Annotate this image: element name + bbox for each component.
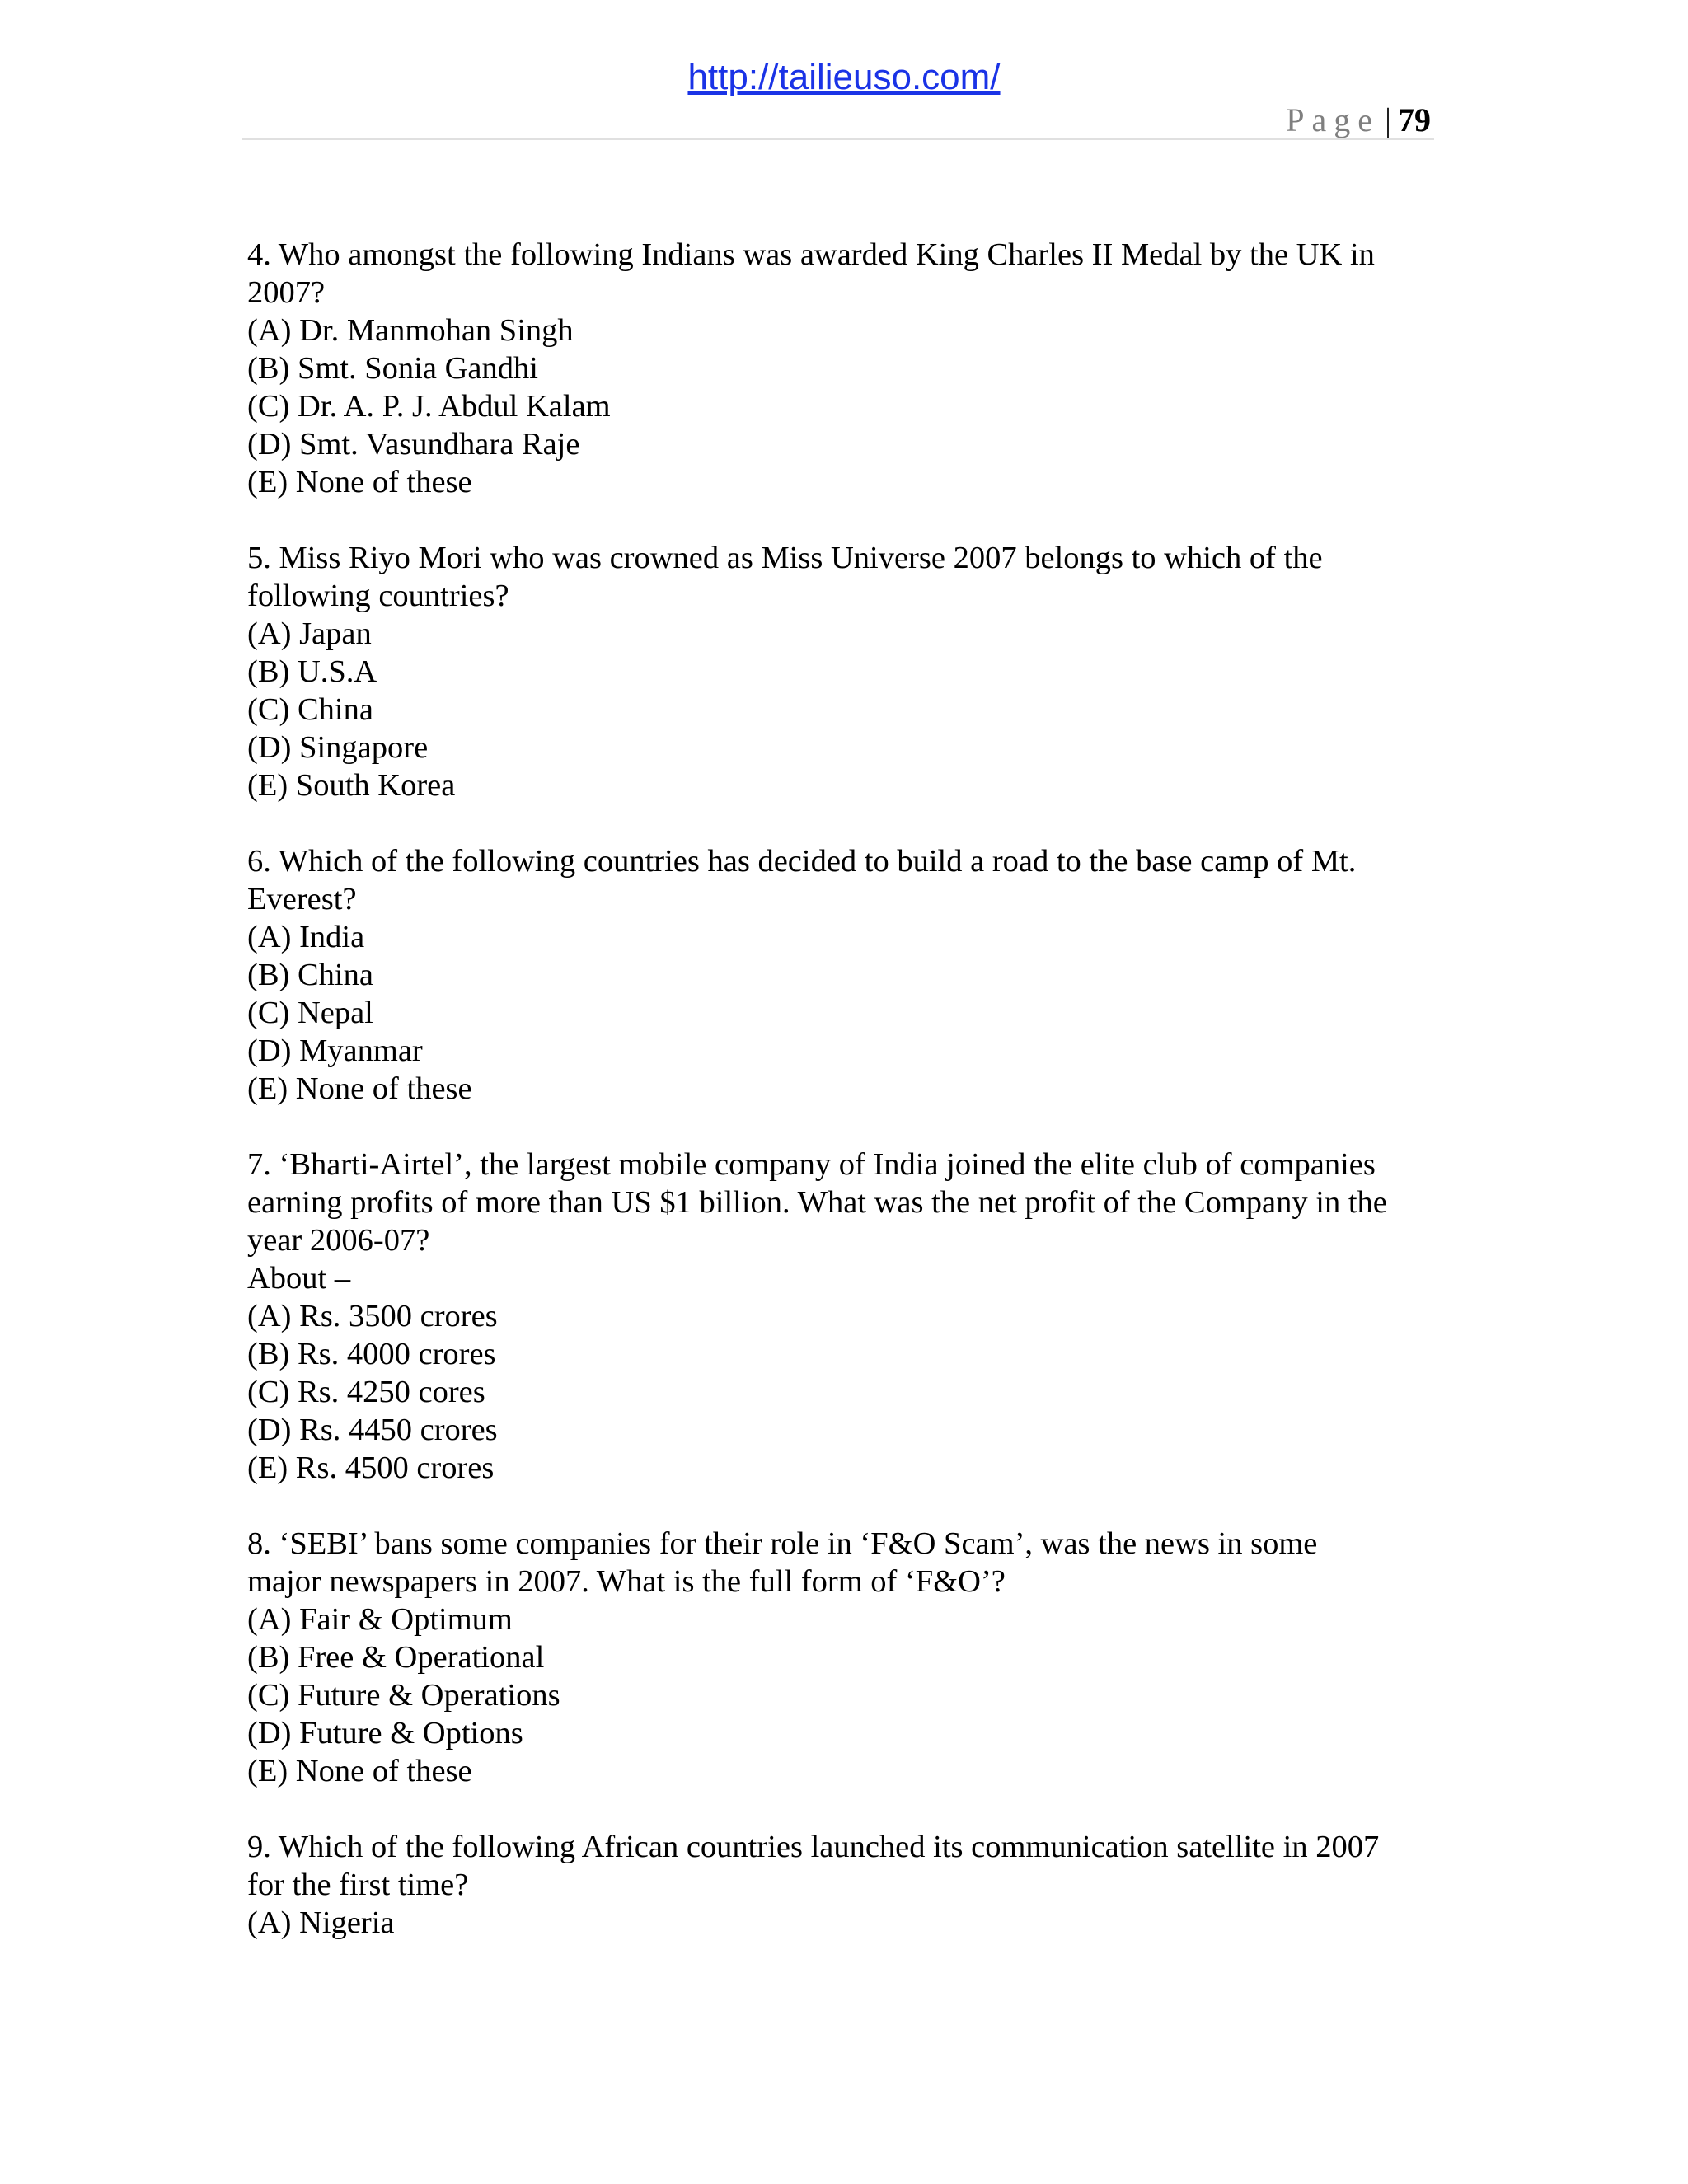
answer-option: (C) China xyxy=(247,692,373,727)
question-text: major newspapers in 2007. What is the full form of ‘F&O’? xyxy=(247,1564,1006,1599)
question-7 xyxy=(247,1146,1442,1487)
question-text: Everest? xyxy=(247,882,357,916)
answer-option: (B) China xyxy=(247,958,373,992)
question-8 xyxy=(247,1525,1442,1790)
answer-option: (A) Rs. 3500 crores xyxy=(247,1299,498,1333)
page-separator: | xyxy=(1384,101,1391,138)
answer-option: (C) Dr. A. P. J. Abdul Kalam xyxy=(247,389,611,424)
answer-option: (C) Nepal xyxy=(247,996,373,1030)
question-text: 9. Which of the following African countries launched its communication satellite in 2007 xyxy=(247,1830,1380,1864)
answer-option: (D) Rs. 4450 crores xyxy=(247,1413,498,1447)
question-text: 8. ‘SEBI’ bans some companies for their role in ‘F&O Scam’, was the news in some xyxy=(247,1526,1318,1561)
answer-option: (A) Fair & Optimum xyxy=(247,1602,513,1637)
answer-option: (A) India xyxy=(247,920,365,954)
answer-option: (B) U.S.A xyxy=(247,654,377,689)
answer-option: (A) Nigeria xyxy=(247,1905,395,1940)
answer-option: (C) Future & Operations xyxy=(247,1678,560,1713)
page-word: Page xyxy=(1286,101,1380,138)
question-text: year 2006-07? xyxy=(247,1223,430,1258)
question-5 xyxy=(247,539,1442,804)
page-number-label xyxy=(1286,97,1431,143)
answer-option: (A) Japan xyxy=(247,616,372,651)
answer-option: (E) None of these xyxy=(247,465,472,499)
answer-option: (E) None of these xyxy=(247,1071,472,1106)
answer-option: (D) Myanmar xyxy=(247,1033,423,1068)
answer-option: (D) Smt. Vasundhara Raje xyxy=(247,427,580,462)
answer-option: (E) Rs. 4500 crores xyxy=(247,1451,495,1485)
answer-option: (B) Free & Operational xyxy=(247,1640,545,1675)
answer-option: (E) South Korea xyxy=(247,768,456,803)
question-6 xyxy=(247,842,1442,1108)
answer-option: (C) Rs. 4250 cores xyxy=(247,1375,485,1409)
header-divider xyxy=(242,138,1434,140)
question-text: 2007? xyxy=(247,275,326,310)
answer-option: (E) None of these xyxy=(247,1754,472,1788)
question-9 xyxy=(247,1828,1442,1942)
questions-list xyxy=(247,236,1442,1980)
question-text: for the first time? xyxy=(247,1868,469,1902)
answer-option: (A) Dr. Manmohan Singh xyxy=(247,313,574,348)
question-text: following countries? xyxy=(247,579,509,613)
page-number: 79 xyxy=(1398,101,1431,138)
question-4 xyxy=(247,236,1442,501)
answer-option: (B) Rs. 4000 crores xyxy=(247,1337,496,1371)
answer-option: (D) Future & Options xyxy=(247,1716,523,1750)
header-url-link[interactable]: http://tailieuso.com/ xyxy=(687,57,1001,97)
answer-option: (B) Smt. Sonia Gandhi xyxy=(247,351,538,386)
question-text: About – xyxy=(247,1261,351,1296)
question-text: 4. Who amongst the following Indians was awarded King Charles II Medal by the UK in xyxy=(247,237,1375,272)
question-text: earning profits of more than US $1 billion. What was the net profit of the Company in the xyxy=(247,1185,1387,1220)
question-text: 6. Which of the following countries has decided to build a road to the base camp of Mt. xyxy=(247,844,1357,879)
answer-option: (D) Singapore xyxy=(247,730,429,765)
question-text: 7. ‘Bharti-Airtel’, the largest mobile company of India joined the elite club of companies xyxy=(247,1147,1376,1182)
question-text: 5. Miss Riyo Mori who was crowned as Miss Universe 2007 belongs to which of the xyxy=(247,541,1323,575)
